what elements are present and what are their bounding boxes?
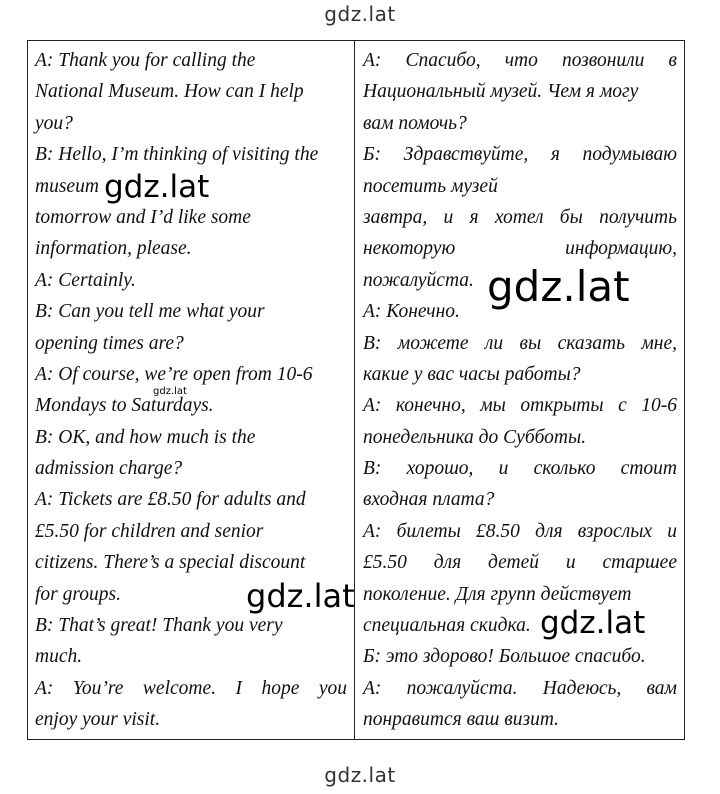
english-line: A: You’re welcome. I hope you <box>35 677 347 699</box>
russian-line: понравится ваш визит. <box>363 709 560 731</box>
english-line: National Museum. How can I help <box>35 81 304 103</box>
russian-line: пожалуйста. <box>363 269 474 291</box>
watermark: gdz.lat <box>104 169 210 205</box>
watermark: gdz.lat <box>540 605 646 641</box>
english-line: B: That’s great! Thank you very <box>35 615 283 637</box>
russian-line: А: конечно, мы открыты с 10-6 <box>363 395 677 417</box>
russian-line: А: Конечно. <box>363 301 460 323</box>
english-line: you? <box>35 112 73 134</box>
russian-line: Б: это здорово! Большое спасибо. <box>363 646 646 668</box>
english-line: Mondays to Saturdays. <box>35 395 214 417</box>
english-line: B: Can you tell me what your <box>35 301 265 323</box>
site-header: gdz.lat <box>324 2 396 26</box>
watermark: gdz.lat <box>246 577 355 615</box>
english-line: for groups. <box>35 583 121 605</box>
english-column <box>35 45 347 736</box>
russian-line: посетить музей <box>363 175 498 197</box>
english-line: much. <box>35 646 83 668</box>
english-line: A: Of course, we’re open from 10-6 <box>35 363 313 385</box>
english-line: museum <box>35 175 99 197</box>
russian-line: А: Спасибо, что позвонили в <box>363 50 677 71</box>
english-line: information, please. <box>35 238 192 260</box>
russian-line: А: билеты £8.50 для взрослых и <box>363 520 677 542</box>
english-line: A: Tickets are £8.50 for adults and <box>35 489 306 511</box>
russian-line: завтра, и я хотел бы получить <box>363 206 677 228</box>
russian-line: вам помочь? <box>363 112 467 134</box>
english-line: citizens. There’s a special discount <box>35 552 306 574</box>
english-line: admission charge? <box>35 458 183 480</box>
russian-line: поколение. Для групп действует <box>363 583 632 605</box>
watermark: gdz.lat <box>153 386 187 397</box>
english-line: enjoy your visit. <box>35 709 161 731</box>
english-line: B: OK, and how much is the <box>35 426 256 448</box>
russian-line: В: хорошо, и сколько стоит <box>363 458 677 480</box>
russian-line: В: можете ли вы сказать мне, <box>363 332 677 354</box>
english-line: A: Certainly. <box>35 269 136 291</box>
column-divider <box>354 41 355 739</box>
english-line: tomorrow and I’d like some <box>35 206 251 228</box>
site-footer: gdz.lat <box>324 763 396 787</box>
russian-line: специальная скидка. <box>363 615 531 637</box>
russian-line: £5.50 для детей и старшее <box>363 552 677 574</box>
russian-line: Национальный музей. Чем я могу <box>363 81 639 103</box>
english-line: A: Thank you for calling the <box>35 50 256 71</box>
russian-line: какие у вас часы работы? <box>363 363 581 385</box>
russian-line: понедельника до Субботы. <box>363 426 587 448</box>
english-line: £5.50 for children and senior <box>35 520 264 542</box>
watermark: gdz.lat <box>487 262 630 311</box>
english-line: opening times are? <box>35 332 184 354</box>
russian-line: Б: Здравствуйте, я подумываю <box>363 144 677 166</box>
russian-line: А: пожалуйста. Надеюсь, вам <box>363 677 677 699</box>
russian-line: входная плата? <box>363 489 495 511</box>
english-line: B: Hello, I’m thinking of visiting the <box>35 144 319 166</box>
russian-line: некоторую информацию, <box>363 238 677 260</box>
